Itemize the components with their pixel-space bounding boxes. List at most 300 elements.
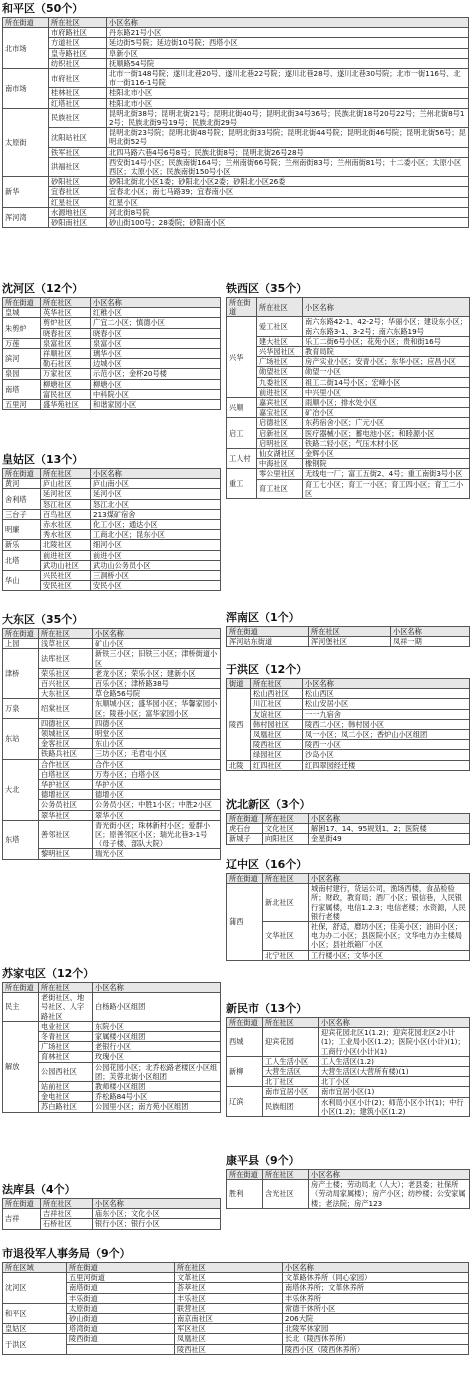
street-cell: 浑河湾 [3, 207, 49, 227]
table-cell: 泉富社区 [41, 338, 91, 348]
section-xinmin [226, 1001, 469, 1117]
table-cell: 兴民社区 [41, 571, 91, 581]
table-row [3, 28, 469, 38]
table-row [3, 1344, 469, 1354]
table-cell: 零公里社区 [257, 469, 303, 479]
table-cell: 丰乐街道 [67, 1293, 175, 1303]
table-cell: 华护小区 [93, 780, 221, 790]
table-cell: 桂阳北市小区 [107, 88, 469, 98]
table-cell: 荣乐社区 [39, 668, 93, 678]
street-cell: 上园 [3, 639, 39, 649]
table-cell: 三坊小区；毛君屯小区 [93, 749, 221, 759]
table-cell: 武功山社区 [41, 560, 91, 570]
table-row [227, 1097, 470, 1116]
table-row [3, 207, 469, 217]
table-cell: 金星街49 [309, 834, 470, 844]
street-cell: 华山 [3, 571, 41, 591]
table-cell: 浅草社区 [39, 639, 93, 649]
section-title: 新民市（13个） [226, 1002, 308, 1015]
table-cell: 方道社区 [49, 38, 107, 48]
table-header-row [3, 629, 221, 639]
table-cell: 剪炉社区 [41, 318, 91, 328]
table-cell: 荟萃社区 [175, 1283, 283, 1293]
table-header-row [227, 627, 470, 637]
section-veterans [2, 1246, 468, 1355]
table-row [227, 1056, 470, 1066]
table-row [3, 571, 221, 581]
table-row [3, 177, 469, 187]
table-row [227, 922, 470, 951]
street-cell: 太原街 [3, 108, 49, 176]
table-cell: 无线电一厂；富工五街2、4号；重工南街3号小区 [303, 469, 470, 479]
table-cell: 工商北小区；昆东小区 [91, 530, 221, 540]
section-title: 沈河区（12个） [2, 282, 84, 295]
table-cell: 安民小区 [91, 581, 221, 591]
column-header: 所在社区 [39, 983, 93, 993]
table-cell: 西安街14号小区；民族南街164号；兰州南街66号院；兰州南街83号；兰州南街81号；十二委小区；太原小区西区；太原小区；民族南街150号小区 [107, 157, 469, 176]
table-cell: 启新社区 [257, 428, 303, 438]
table-cell: 翠华社区 [39, 810, 93, 820]
column-header: 所在社区 [263, 814, 309, 824]
table-cell: 绿园社区 [251, 750, 303, 760]
table-cell: 百鸟社区 [41, 509, 91, 519]
table-row [227, 950, 470, 960]
table-cell: 合作小区 [93, 759, 221, 769]
table-cell: 雨顺小区；排水处小区 [303, 398, 470, 408]
street-cell: 和平区 [3, 1303, 67, 1323]
table-row [3, 147, 469, 157]
table-row [3, 318, 221, 328]
table-cell: 沈阳站社区 [49, 128, 107, 147]
table-cell: 阜新小区 [107, 48, 469, 58]
table-row [3, 58, 469, 68]
table-cell: 广宜二小区；慎德小区 [91, 318, 221, 328]
table-cell: 秀水社区 [41, 530, 91, 540]
table-cell: 金电社区 [39, 1092, 93, 1102]
section-shenbei [226, 797, 469, 845]
column-header: 所在街道 [3, 983, 39, 993]
table-cell: 陵西二小区；韩村园小区 [303, 719, 470, 729]
district-table [2, 468, 221, 591]
table-row [3, 993, 221, 1022]
street-cell: 北市场 [3, 28, 49, 69]
table-cell: 家属楼小区组团 [93, 1032, 221, 1042]
table-cell: 塔湾街道 [67, 1324, 175, 1334]
street-cell: 陵西 [227, 689, 251, 760]
table-row [3, 308, 221, 318]
table-cell: 三洞桥小区 [91, 571, 221, 581]
column-header: 所在社区 [263, 1170, 309, 1180]
table-cell: 延河社区 [41, 489, 91, 499]
table-cell: 晓春社区 [41, 328, 91, 338]
table-cell: 公务员社区 [39, 800, 93, 810]
street-cell: 西城 [227, 1028, 263, 1057]
table-cell: 爱工社区 [257, 317, 303, 336]
district-table [226, 813, 470, 845]
table-row [227, 689, 470, 699]
table-row [3, 1303, 469, 1313]
column-header: 小区名称 [309, 1170, 470, 1180]
table-cell: 矿山小区 [93, 639, 221, 649]
column-header: 所在社区 [41, 1199, 93, 1209]
street-cell: 解放 [3, 1021, 39, 1112]
table-row [3, 349, 221, 359]
street-cell: 黄河 [3, 479, 41, 489]
table-header-row [3, 298, 221, 308]
table-cell: 房产实业小区；安青小区；东华小区；应昌小区 [303, 357, 470, 367]
column-header: 小区名称 [93, 983, 221, 993]
table-cell: 砂山街道 [67, 1314, 175, 1324]
table-cell: 铁路二轻小区；气压木材小区 [303, 438, 470, 448]
table-header-row [227, 1170, 470, 1180]
table-row [227, 408, 470, 418]
table-header-row [227, 298, 470, 317]
street-cell: 舍利塔 [3, 489, 41, 509]
street-cell: 大北 [3, 759, 39, 820]
table-cell: 昆明北街23号院；昆明北街48号院；昆明北街33号院；昆明北街44号院；昆明北街46号院；昆明北街56号；昆明北街52号 [107, 128, 469, 147]
table-cell: 祥顺社区 [41, 349, 91, 359]
table-cell: 中海社区 [257, 459, 303, 469]
table-cell: 长北（陵西休养所） [283, 1334, 469, 1344]
section-title: 康平县（9个） [226, 1154, 300, 1167]
table-cell: 吉祥社区 [41, 1209, 93, 1219]
column-header: 小区名称 [391, 627, 470, 637]
column-header: 所在街道 [67, 1263, 175, 1273]
street-cell: 于洪区 [3, 1334, 67, 1354]
section-heping [2, 1, 468, 228]
table-row [3, 820, 221, 849]
table-row [3, 1273, 469, 1283]
table-cell: 北丁社区 [263, 1077, 319, 1087]
street-cell: 北陵 [227, 760, 251, 770]
table-cell: 凤凰社区 [251, 730, 303, 740]
table-row [3, 1283, 469, 1293]
table-cell: 北陵社区 [41, 540, 91, 550]
table-row [3, 718, 221, 728]
table-cell: 洪福社区 [49, 157, 107, 176]
table-cell: 领城社区 [39, 729, 93, 739]
table-cell: 红四翠园经迁楼 [303, 760, 470, 770]
table-cell: 柳塘小区 [91, 379, 221, 389]
section-title: 沈北新区（3个） [226, 798, 311, 811]
table-cell: 矿冶小区 [303, 408, 470, 418]
table-row [3, 540, 221, 550]
table-cell: 盛华苑社区 [41, 400, 91, 410]
column-header: 所在街道 [3, 469, 41, 479]
table-row [227, 824, 470, 834]
table-cell: 城南村建行，货运公司，渔场西楼，食品检验所；财政，教育局；酒厂小区；银信巷，人民银行家属楼，电信1.2.3；电信老楼；水资源，人民银行老楼 [309, 884, 470, 922]
table-cell: 房产土楼；劳动局北（人大）；老县委；社保所（劳动局家属楼）；房产小区；纺纱楼；公安家属楼；老法院；房产123 [309, 1180, 470, 1209]
column-header: 所在社区 [41, 469, 91, 479]
table-row [3, 400, 221, 410]
column-header: 小区名称 [303, 679, 470, 689]
table-cell: 工人生活小区 [263, 1056, 319, 1066]
table-cell: 昆明北街38号；昆明北街21号；昆明北街40号；昆明北街34号36号；民族北街18号20号22号；兰州北街8号12号；民族北街9号19号；民族北街29号 [107, 108, 469, 127]
table-row [227, 367, 470, 377]
table-cell: 公园花园小区；北乔松路老楼区小区组团；芙蓉北街小区组团 [93, 1062, 221, 1081]
table-cell: 老街社区、地号社区、人字路社区 [39, 993, 93, 1022]
table-cell: 嘉宾社区 [257, 398, 303, 408]
table-cell: 凤凰社区 [175, 1334, 283, 1344]
column-header: 所在社区 [263, 874, 309, 884]
district-table [2, 982, 221, 1113]
table-cell: 富民社区 [41, 389, 91, 399]
table-row [227, 1028, 470, 1057]
table-cell: 铁路兵社区 [39, 749, 93, 759]
table-cell: 工人生活区(1.2) [319, 1056, 470, 1066]
section-liaozhong [226, 857, 469, 961]
table-cell: 九委社区 [257, 377, 303, 387]
table-cell: 绍棠社区 [39, 699, 93, 718]
table-cell: 砂阳社区 [49, 177, 107, 187]
street-cell: 三台子 [3, 509, 41, 519]
section-tiexi [226, 281, 469, 499]
street-cell: 吉祥 [3, 1209, 41, 1229]
table-cell: 河北街8号院 [107, 207, 469, 217]
table-row [3, 128, 469, 147]
table-row [227, 336, 470, 346]
district-table [2, 297, 221, 410]
table-row [3, 98, 469, 108]
table-cell: 安民社区 [41, 581, 91, 591]
street-cell: 浑河站东街道 [227, 637, 309, 647]
table-cell: 银行小区；银行小区 [93, 1219, 221, 1229]
table-row [227, 760, 470, 770]
table-cell: 红稚小区 [91, 308, 221, 318]
table-cell: 乐工二街6号小区；花苑小区；贵和街16号 [303, 336, 470, 346]
table-row [3, 1293, 469, 1303]
table-cell: 南市宜居小区 [263, 1087, 319, 1097]
section-title: 辽中区（16个） [226, 858, 308, 871]
table-cell: 中兴里小区 [303, 387, 470, 397]
table-row [227, 750, 470, 760]
table-cell: 四德社区 [39, 718, 93, 728]
street-cell: 重工 [227, 469, 257, 499]
table-cell: 松山安居小区 [303, 699, 470, 709]
table-row [227, 357, 470, 367]
column-header: 小区名称 [107, 18, 469, 28]
street-cell: 皇城 [3, 308, 41, 318]
district-table [2, 1198, 221, 1230]
table-cell: 细河小区 [91, 540, 221, 550]
table-cell: 仙女湖社区 [257, 449, 303, 459]
table-cell: 庐山社区 [41, 479, 91, 489]
street-cell: 蒲西 [227, 884, 263, 961]
street-cell: 南市场 [3, 69, 49, 109]
table-header-row [3, 18, 469, 28]
table-cell: 公园里小区；南方苑小区组团 [93, 1102, 221, 1112]
table-header-row [227, 814, 470, 824]
table-cell: 前进社区 [41, 550, 91, 560]
table-cell: 红四社区 [251, 760, 303, 770]
table-cell: 育林社区 [39, 1052, 93, 1062]
table-cell: 黎明社区 [39, 849, 93, 859]
table-cell: 电业社区 [39, 1021, 93, 1031]
table-row [3, 1334, 469, 1344]
table-cell: 法库社区 [39, 649, 93, 668]
table-cell: 社保，舒适，磨坊小区；佳美小区；油田小区；电力办二小区；县医院小区；文华电力办主楼局小区；县社纸箱厂小区 [309, 922, 470, 951]
table-row [227, 884, 470, 922]
section-hunnan [226, 610, 469, 647]
street-cell: 胜利 [227, 1180, 263, 1209]
table-cell: 沙岛小区 [303, 750, 470, 760]
street-cell: 民主 [3, 993, 39, 1022]
table-cell: 英华社区 [41, 308, 91, 318]
table-row [227, 740, 470, 750]
table-row [3, 187, 469, 197]
table-cell: 祖工二街14号小区；宏峰小区 [303, 377, 470, 387]
table-cell: 教育局院 [303, 347, 470, 357]
table-cell: 百乐小区；津桥路38号 [93, 679, 221, 689]
table-cell: 庙东小区；文化小区 [93, 1209, 221, 1219]
table-cell: 前进社区 [257, 387, 303, 397]
table-row [3, 759, 221, 769]
table-row [227, 418, 470, 428]
table-cell: 育工七小区；育工一小区；育工四小区；育工二小区 [303, 479, 470, 498]
table-cell: 206大院 [283, 1314, 469, 1324]
table-row [3, 88, 469, 98]
section-title: 浑南区（1个） [226, 611, 300, 624]
table-cell: 市府路社区 [49, 28, 107, 38]
table-cell: 前进小区 [91, 550, 221, 560]
table-cell: 纺织社区 [49, 58, 107, 68]
table-cell: 兴华园社区 [257, 347, 303, 357]
table-cell: 陵西社区 [175, 1344, 283, 1354]
table-cell: 晓春小区 [91, 328, 221, 338]
table-header-row [3, 983, 221, 993]
table-cell: 含光社区 [263, 1180, 309, 1209]
street-cell: 启工 [227, 418, 257, 449]
table-row [227, 459, 470, 469]
table-row [227, 317, 470, 336]
table-cell: 铁军社区 [49, 147, 107, 157]
column-header: 所在街道 [3, 629, 39, 639]
table-cell: 南塔街道 [67, 1283, 175, 1293]
table-cell: 庐山南小区 [91, 479, 221, 489]
table-row [3, 550, 221, 560]
street-cell: 东站 [3, 718, 39, 759]
table-cell: 北陵军休家园 [283, 1324, 469, 1334]
table-row [3, 509, 221, 519]
table-cell: 广场社区 [39, 1042, 93, 1052]
table-cell: 南六东路42-1、42-2号；华丽小区；建设东小区；南六东路3-1、3-2号；南六东路19号 [303, 317, 470, 336]
table-cell: 武功山公务员小区 [91, 560, 221, 570]
column-header: 小区名称 [303, 298, 470, 317]
table-cell: 丹东路21号小区 [107, 28, 469, 38]
district-table [226, 1017, 470, 1117]
table-row [3, 379, 221, 389]
column-header: 所在街道 [227, 627, 309, 637]
table-cell: 璃华小区 [91, 349, 221, 359]
table-row [3, 520, 221, 530]
table-cell: 红塔社区 [49, 98, 107, 108]
table-cell: 北四马路六巷4号6号8号；民族北街8号；昆明北街26号28号 [107, 147, 469, 157]
table-cell: 新北社区 [263, 884, 309, 922]
table-row [3, 1209, 221, 1219]
table-cell: 广场社区 [257, 357, 303, 367]
table-cell: 向阳社区 [263, 834, 309, 844]
table-cell: 苏白路社区 [39, 1102, 93, 1112]
column-header: 所在社区 [39, 629, 93, 639]
table-cell: 东院小区 [93, 1021, 221, 1031]
table-cell: 翠华小区 [93, 810, 221, 820]
table-row [227, 469, 470, 479]
district-table [2, 17, 469, 228]
table-cell: 韩村园社区 [251, 719, 303, 729]
table-cell: 白塔社区 [39, 769, 93, 779]
table-cell: 解困17、14、95规划1、2；医院楼 [309, 824, 470, 834]
table-cell: 工行楼小区；文华小区 [309, 950, 470, 960]
table-cell: 万家社区 [41, 369, 91, 379]
table-row [227, 1087, 470, 1097]
table-cell: 柳塘社区 [41, 379, 91, 389]
table-cell: 市府社区 [49, 69, 107, 88]
table-cell: 陵西街道 [67, 1334, 175, 1344]
table-row [227, 428, 470, 438]
street-cell: 万莲 [3, 338, 41, 348]
table-cell: 怒江北小区 [91, 499, 221, 509]
table-row [3, 1314, 469, 1324]
table-cell: 冬青社区 [39, 1032, 93, 1042]
table-row [227, 1077, 470, 1087]
section-title: 铁西区（35个） [226, 282, 308, 295]
table-cell: 军区社区 [175, 1324, 283, 1334]
table-cell: 老龙小区；荣乐小区；建新小区 [93, 668, 221, 678]
table-cell: 丰乐社区 [175, 1293, 283, 1303]
section-title: 和平区（50个） [2, 2, 84, 15]
street-cell: 新城子 [227, 834, 263, 844]
table-cell: 陵西一小区 [303, 740, 470, 750]
district-table [226, 873, 470, 961]
street-cell: 虎石台 [227, 824, 263, 834]
table-cell: 启德社区 [257, 418, 303, 428]
district-table [226, 626, 470, 647]
column-header: 所在街道 [3, 1199, 41, 1209]
table-cell: 东山小区 [93, 739, 221, 749]
section-dadong [2, 612, 220, 860]
table-cell: 公务员小区；中胜1小区；中胜2小区 [93, 800, 221, 810]
street-cell: 北塔 [3, 550, 41, 570]
table-cell: 启明社区 [257, 438, 303, 448]
table-row [3, 197, 469, 207]
table-row [3, 108, 469, 127]
table-cell: 桂林社区 [49, 88, 107, 98]
table-row [227, 709, 470, 719]
column-header: 所在社区 [175, 1263, 283, 1273]
column-header: 所在社区 [263, 1018, 319, 1028]
table-cell: 明堂小区 [93, 729, 221, 739]
table-row [3, 699, 221, 718]
street-cell: 兴华 [227, 317, 257, 398]
table-cell: 迎宾花园 [263, 1028, 319, 1057]
table-row [227, 699, 470, 709]
table-cell: 善邻社区 [39, 820, 93, 849]
table-cell: 文革社区 [175, 1273, 283, 1283]
table-cell: 大营生活区(大营所有楼)(1) [319, 1067, 470, 1077]
table-cell: 白杨路小区组团 [93, 993, 221, 1022]
table-cell: 万寿小区；白塔小区 [93, 769, 221, 779]
table-header-row [227, 1018, 470, 1028]
table-cell: 赤水社区 [41, 520, 91, 530]
table-cell: 勋望一小区 [303, 367, 470, 377]
table-cell: 丰乐休养所 [283, 1293, 469, 1303]
table-cell: 浑河堡社区 [309, 637, 391, 647]
street-cell: 朱剪炉 [3, 318, 41, 338]
column-header: 街道 [227, 679, 251, 689]
table-cell: 红星小区 [107, 197, 469, 207]
column-header: 所在社区 [309, 627, 391, 637]
table-cell: 建大社区 [257, 336, 303, 346]
